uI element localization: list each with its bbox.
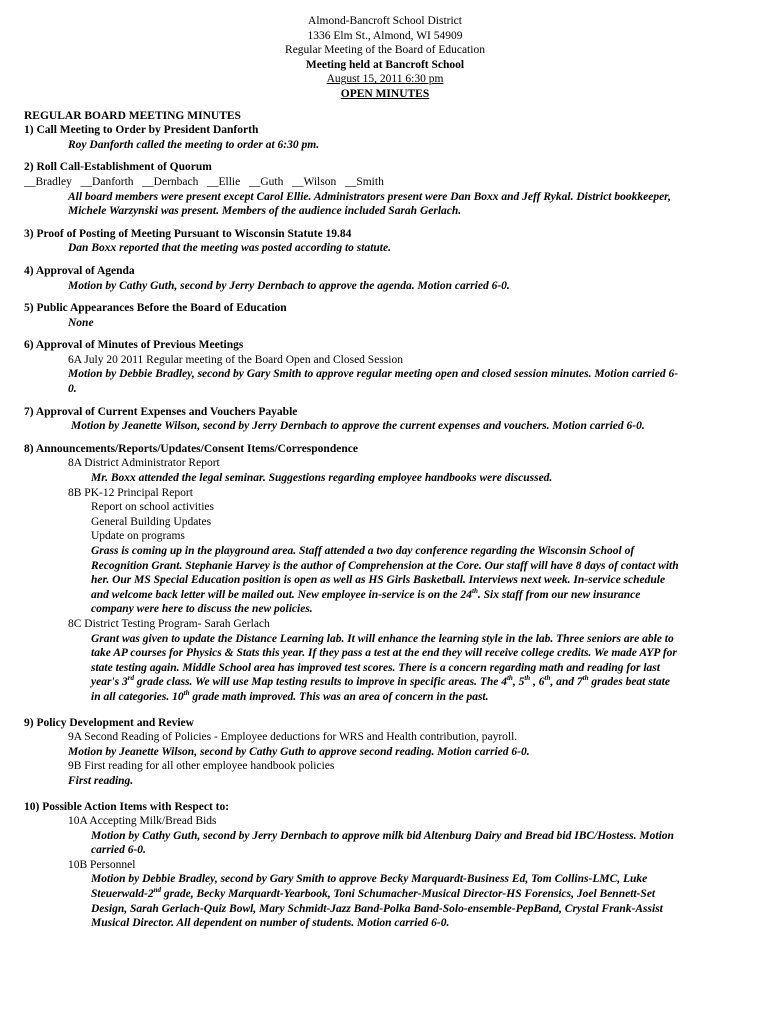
section-text: Grass is coming up in the playground area. Staff attended a two day conference regarding the Wisconsin School of: [91, 545, 635, 557]
roll-call-list: __Bradley __Danforth __Dernbach __Ellie __Guth __Wilson __Smith: [24, 175, 384, 188]
meeting-datetime: August 15, 2011 6:30 pm: [326, 73, 444, 86]
minutes-document: [24, 14, 746, 931]
section-text: First reading.: [68, 774, 134, 787]
item-heading: 8B PK-12 Principal Report: [68, 486, 193, 499]
section-text: take AP courses for Physics & Stats this year. If they pass a test at the end they will receive college credits. We made AYP for: [91, 647, 677, 660]
section-text: her. Our MS Special Education position is open as well as HS Girls Basketball. Interviews next week. In-service schedule: [91, 574, 666, 587]
section-text: year's 3rd grade class. We will use Map testing results to improve in specific areas. The 4th, 5th , 6th, and 7th grades beat state: [91, 674, 670, 689]
section-text: 0.: [68, 383, 77, 396]
sub-item: Update on programs: [91, 530, 185, 543]
section-text: None: [68, 316, 94, 329]
sub-item: Report on school activities: [91, 501, 214, 514]
section-text: Motion by Jeanette Wilson, second by Cathy Guth to approve second reading. Motion carried 6-0.: [68, 745, 530, 758]
section-text: Motion by Debbie Bradley, second by Gary Smith to approve regular meeting open and closed session minutes. Motion carried 6-: [68, 368, 679, 381]
item-heading: 8A District Administrator Report: [68, 457, 220, 470]
section-policy-development: [24, 716, 746, 789]
district-name: Almond-Bancroft School District: [308, 15, 462, 27]
minutes-type: OPEN MINUTES: [340, 87, 430, 100]
section-text: in all categories. 10th grade math improved. This was an area of concern in the past.: [91, 689, 489, 703]
item-heading: 10B Personnel: [68, 858, 136, 871]
sub-item: General Building Updates: [91, 515, 212, 528]
section-heading: 1) Call Meeting to Order by President Danforth: [24, 124, 259, 137]
section-text: Musical Director. All dependent on number of students. Motion carried 6-0.: [91, 917, 450, 930]
section-public-appearances: [24, 301, 746, 330]
section-text: All board members were present except Carol Ellie. Administrators present were Dan Boxx and Jeff Rykal. District bookkeeper,: [68, 190, 671, 203]
section-heading: 4) Approval of Agenda: [24, 264, 135, 277]
document-title: REGULAR BOARD MEETING MINUTES: [24, 109, 241, 122]
section-heading: 5) Public Appearances Before the Board of Education: [24, 302, 287, 315]
section-text: Design, Sarah Gerlach-Quiz Bowl, Mary Schmidt-Jazz Band-Polka Band-Solo-ensemble-PepBand, Crystal Frank-Assist: [91, 902, 663, 915]
section-roll-call: [24, 160, 746, 218]
section-text: Motion by Debbie Bradley, second by Gary Smith to approve Becky Marquardt-Business Ed, Tom Collins-LMC, Luke: [91, 873, 648, 886]
section-text: Grant was given to update the Distance Learning lab. It will enhance the learning style in the lab. Three seniors are able to: [91, 632, 674, 645]
section-text: state testing again. Middle School area has improved test scores. There is a concern regarding math and reading for last: [91, 661, 660, 674]
section-current-expenses: [24, 405, 746, 434]
section-text: Michele Warzynski was present. Members of the audience included Sarah Gerlach.: [68, 205, 462, 218]
section-action-items: [24, 800, 746, 931]
section-text: Motion by Cathy Guth, second by Jerry Dernbach to approve milk bid Altenburg Dairy and Bread bid IBC/Hostess. Motion: [91, 829, 674, 842]
section-text: carried 6-0.: [91, 844, 146, 857]
section-call-to-order: [24, 123, 746, 152]
section-heading: 10) Possible Action Items with Respect to:: [24, 800, 230, 813]
section-heading: 9) Policy Development and Review: [24, 716, 194, 729]
item-heading: 8C District Testing Program- Sarah Gerlach: [68, 617, 270, 630]
document-header: [24, 14, 746, 102]
section-text: Motion by Jeanette Wilson, second by Jerry Dernbach to approve the current expenses and vouchers. Motion carried 6-0.: [71, 420, 645, 433]
item-heading: 6A July 20 2011 Regular meeting of the Board Open and Closed Session: [68, 353, 403, 366]
item-heading: 9A Second Reading of Policies - Employee deductions for WRS and Health contribution, payroll.: [68, 731, 518, 744]
section-heading: 6) Approval of Minutes of Previous Meetings: [24, 339, 244, 352]
section-text: Dan Boxx reported that the meeting was posted according to statute.: [68, 242, 391, 255]
section-heading: 7) Approval of Current Expenses and Vouchers Payable: [24, 405, 298, 418]
district-address: 1336 Elm St., Almond, WI 54909: [307, 29, 463, 42]
section-proof-of-posting: [24, 227, 746, 256]
section-approval-of-agenda: [24, 264, 746, 293]
meeting-type: Regular Meeting of the Board of Education: [285, 44, 485, 57]
section-text: and welcome back letter will be mailed out. New employee in-service is on the 24th. Six staff from our new insurance: [91, 586, 641, 601]
section-heading: 8) Announcements/Reports/Updates/Consent Items/Correspondence: [24, 442, 358, 455]
item-heading: 9B First reading for all other employee handbook policies: [68, 760, 335, 773]
section-approval-of-minutes: [24, 338, 746, 396]
section-text: Steuerwald-2nd grade, Becky Marquardt-Yearbook, Toni Schumacher-Musical Director-HS Forensics, Joel Bennett-Set: [91, 886, 656, 901]
section-heading: 3) Proof of Posting of Meeting Pursuant to Wisconsin Statute 19.84: [24, 227, 352, 240]
section-announcements: [24, 442, 746, 705]
section-text: Mr. Boxx attended the legal seminar. Suggestions regarding employee handbooks were discussed.: [91, 472, 553, 485]
section-text: Recognition Grant. Stephanie Harvey is the author of Comprehension at the Core. Our staff will have 8 days of contact with: [91, 559, 679, 572]
section-text: Motion by Cathy Guth, second by Jerry Dernbach to approve the agenda. Motion carried 6-0.: [68, 279, 510, 292]
meeting-location: Meeting held at Bancroft School: [305, 58, 465, 71]
section-heading: 2) Roll Call-Establishment of Quorum: [24, 161, 212, 174]
section-text: Roy Danforth called the meeting to order at 6:30 pm.: [68, 138, 320, 151]
item-heading: 10A Accepting Milk/Bread Bids: [68, 815, 217, 828]
section-text: company were here to discuss the new policies.: [91, 603, 313, 616]
